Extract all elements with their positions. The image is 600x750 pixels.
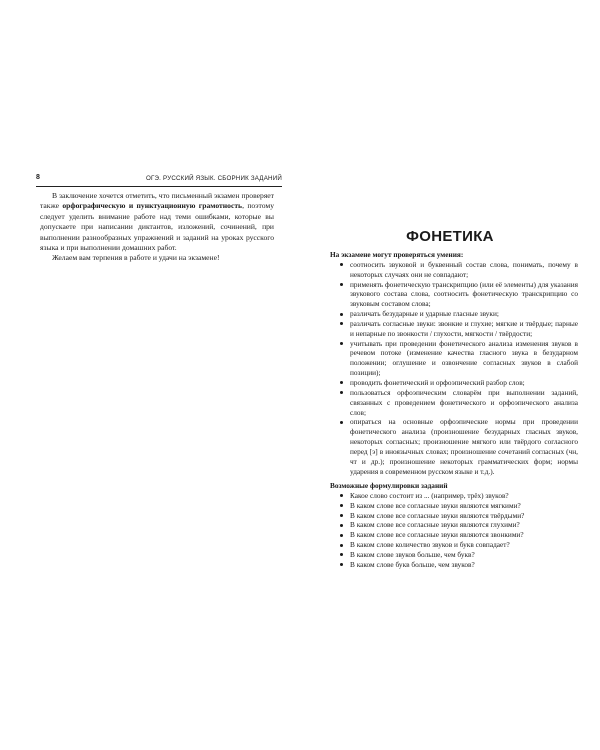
- page-number: 8: [36, 174, 40, 181]
- tasks-list: [330, 491, 578, 570]
- list-item-text: проводить фонетический и орфоэпический разбор слов;: [350, 377, 525, 387]
- list-item: [330, 540, 578, 550]
- list-item: [330, 560, 578, 570]
- skills-block: [330, 250, 578, 476]
- tasks-block: [330, 481, 578, 570]
- list-item-text: различать безударные и ударные гласные звуки;: [350, 309, 499, 319]
- bullet-icon: [340, 524, 343, 527]
- list-item: [330, 520, 578, 530]
- list-item: [330, 280, 578, 310]
- conclusion-text: [40, 191, 274, 264]
- list-item: [330, 260, 578, 280]
- bold-phrase: орфографическую и пунктуационную грамотность: [62, 201, 243, 211]
- right-page: [300, 0, 600, 750]
- list-item-text: В каком слове все согласные звуки являются глухими?: [350, 520, 520, 530]
- bullet-icon: [340, 381, 343, 384]
- list-item: [330, 309, 578, 319]
- list-item-text: пользоваться орфоэпическим словарём при выполнении заданий, связанных с проведением фонетического и орфоэпического анализа слов;: [350, 387, 578, 417]
- bullet-icon: [340, 263, 343, 266]
- bullet-icon: [340, 494, 343, 497]
- list-item: [330, 417, 578, 476]
- bullet-icon: [340, 534, 343, 537]
- list-item: [330, 511, 578, 521]
- list-item-text: соотносить звуковой и буквенный состав слова, понимать, почему в некоторых случаях они не совпадают;: [350, 259, 578, 279]
- list-item: [330, 339, 578, 378]
- bullet-icon: [340, 544, 343, 547]
- list-item-text: различать согласные звуки: звонкие и глухие; мягкие и твёрдые; парные и непарные по звонкости / глухости, мягкости / твёрдости;: [350, 318, 578, 338]
- list-item-text: В каком слове звуков больше, чем букв?: [350, 549, 475, 559]
- list-item-text: В каком слове все согласные звуки являются мягкими?: [350, 500, 521, 510]
- page-header: [36, 174, 282, 187]
- bullet-icon: [340, 563, 343, 566]
- tasks-heading: Возможные формулировки заданий: [330, 481, 448, 490]
- list-item-text: В каком слове букв больше, чем звуков?: [350, 559, 475, 569]
- list-item: [330, 491, 578, 501]
- list-item-text: В каком слове все согласные звуки являются звонкими?: [350, 530, 524, 540]
- bullet-icon: [340, 342, 343, 345]
- list-item-text: Какое слово состоит из ... (например, трёх) звуков?: [350, 490, 509, 500]
- conclusion-paragraph: [40, 191, 274, 253]
- list-item: [330, 501, 578, 511]
- list-item: [330, 378, 578, 388]
- bullet-icon: [340, 322, 343, 325]
- paragraph-text: , поэтому следует уделить внимание работе над теми ошибками, которые вы допускаете при написании диктантов, изложений, сочинений, при выполнении разнообразных упражнений и заданий на уроках русского языка и при выполнении домашних работ.: [40, 201, 274, 253]
- running-head: ОГЭ. РУССКИЙ ЯЗЫК. СБОРНИК ЗАДАНИЙ: [145, 175, 282, 182]
- bullet-icon: [340, 283, 343, 286]
- list-item: [330, 319, 578, 339]
- bullet-icon: [340, 391, 343, 394]
- list-item: [330, 388, 578, 418]
- bullet-icon: [340, 553, 343, 556]
- skills-heading: На экзамене могут проверяться умения:: [330, 250, 464, 259]
- list-item-text: опираться на основные орфоэпические нормы при проведении фонетического анализа (произношение безударных гласных звуков, некоторых согласных; произношение мягкого или твёрдого согласного перед [э] в иноязычных словах; произношение сочетаний согласных (чн, чт и др.); произношение некоторых грамматических форм; нормы ударения в современном русском языке и т.д.).: [350, 417, 578, 476]
- list-item-text: В каком слове количество звуков и букв совпадает?: [350, 540, 510, 550]
- bullet-icon: [340, 514, 343, 517]
- bullet-icon: [340, 504, 343, 507]
- paragraph-text: В заключение хочется отметить, что письменный экзамен проверяет также: [40, 191, 274, 211]
- wishes-paragraph: Желаем вам терпения в работе и удачи на экзамене!: [52, 253, 220, 263]
- skills-list: [330, 260, 578, 477]
- section-title: ФОНЕТИКА: [406, 228, 494, 245]
- list-item-text: В каком слове все согласные звуки являются твёрдыми?: [350, 510, 525, 520]
- list-item: [330, 530, 578, 540]
- list-item-text: применять фонетическую транскрипцию (или её элементы) для указания звукового состава слова, соотносить фонетическую транскрипцию со звуковым составом слова;: [350, 279, 578, 309]
- list-item: [330, 550, 578, 560]
- bullet-icon: [340, 421, 343, 424]
- bullet-icon: [340, 313, 343, 316]
- list-item-text: учитывать при проведении фонетического анализа изменения звуков в речевом потоке (изменение качества гласного звука в безударном положении; оглушение и озвончение согласных звуков в слабой позиции);: [350, 338, 578, 378]
